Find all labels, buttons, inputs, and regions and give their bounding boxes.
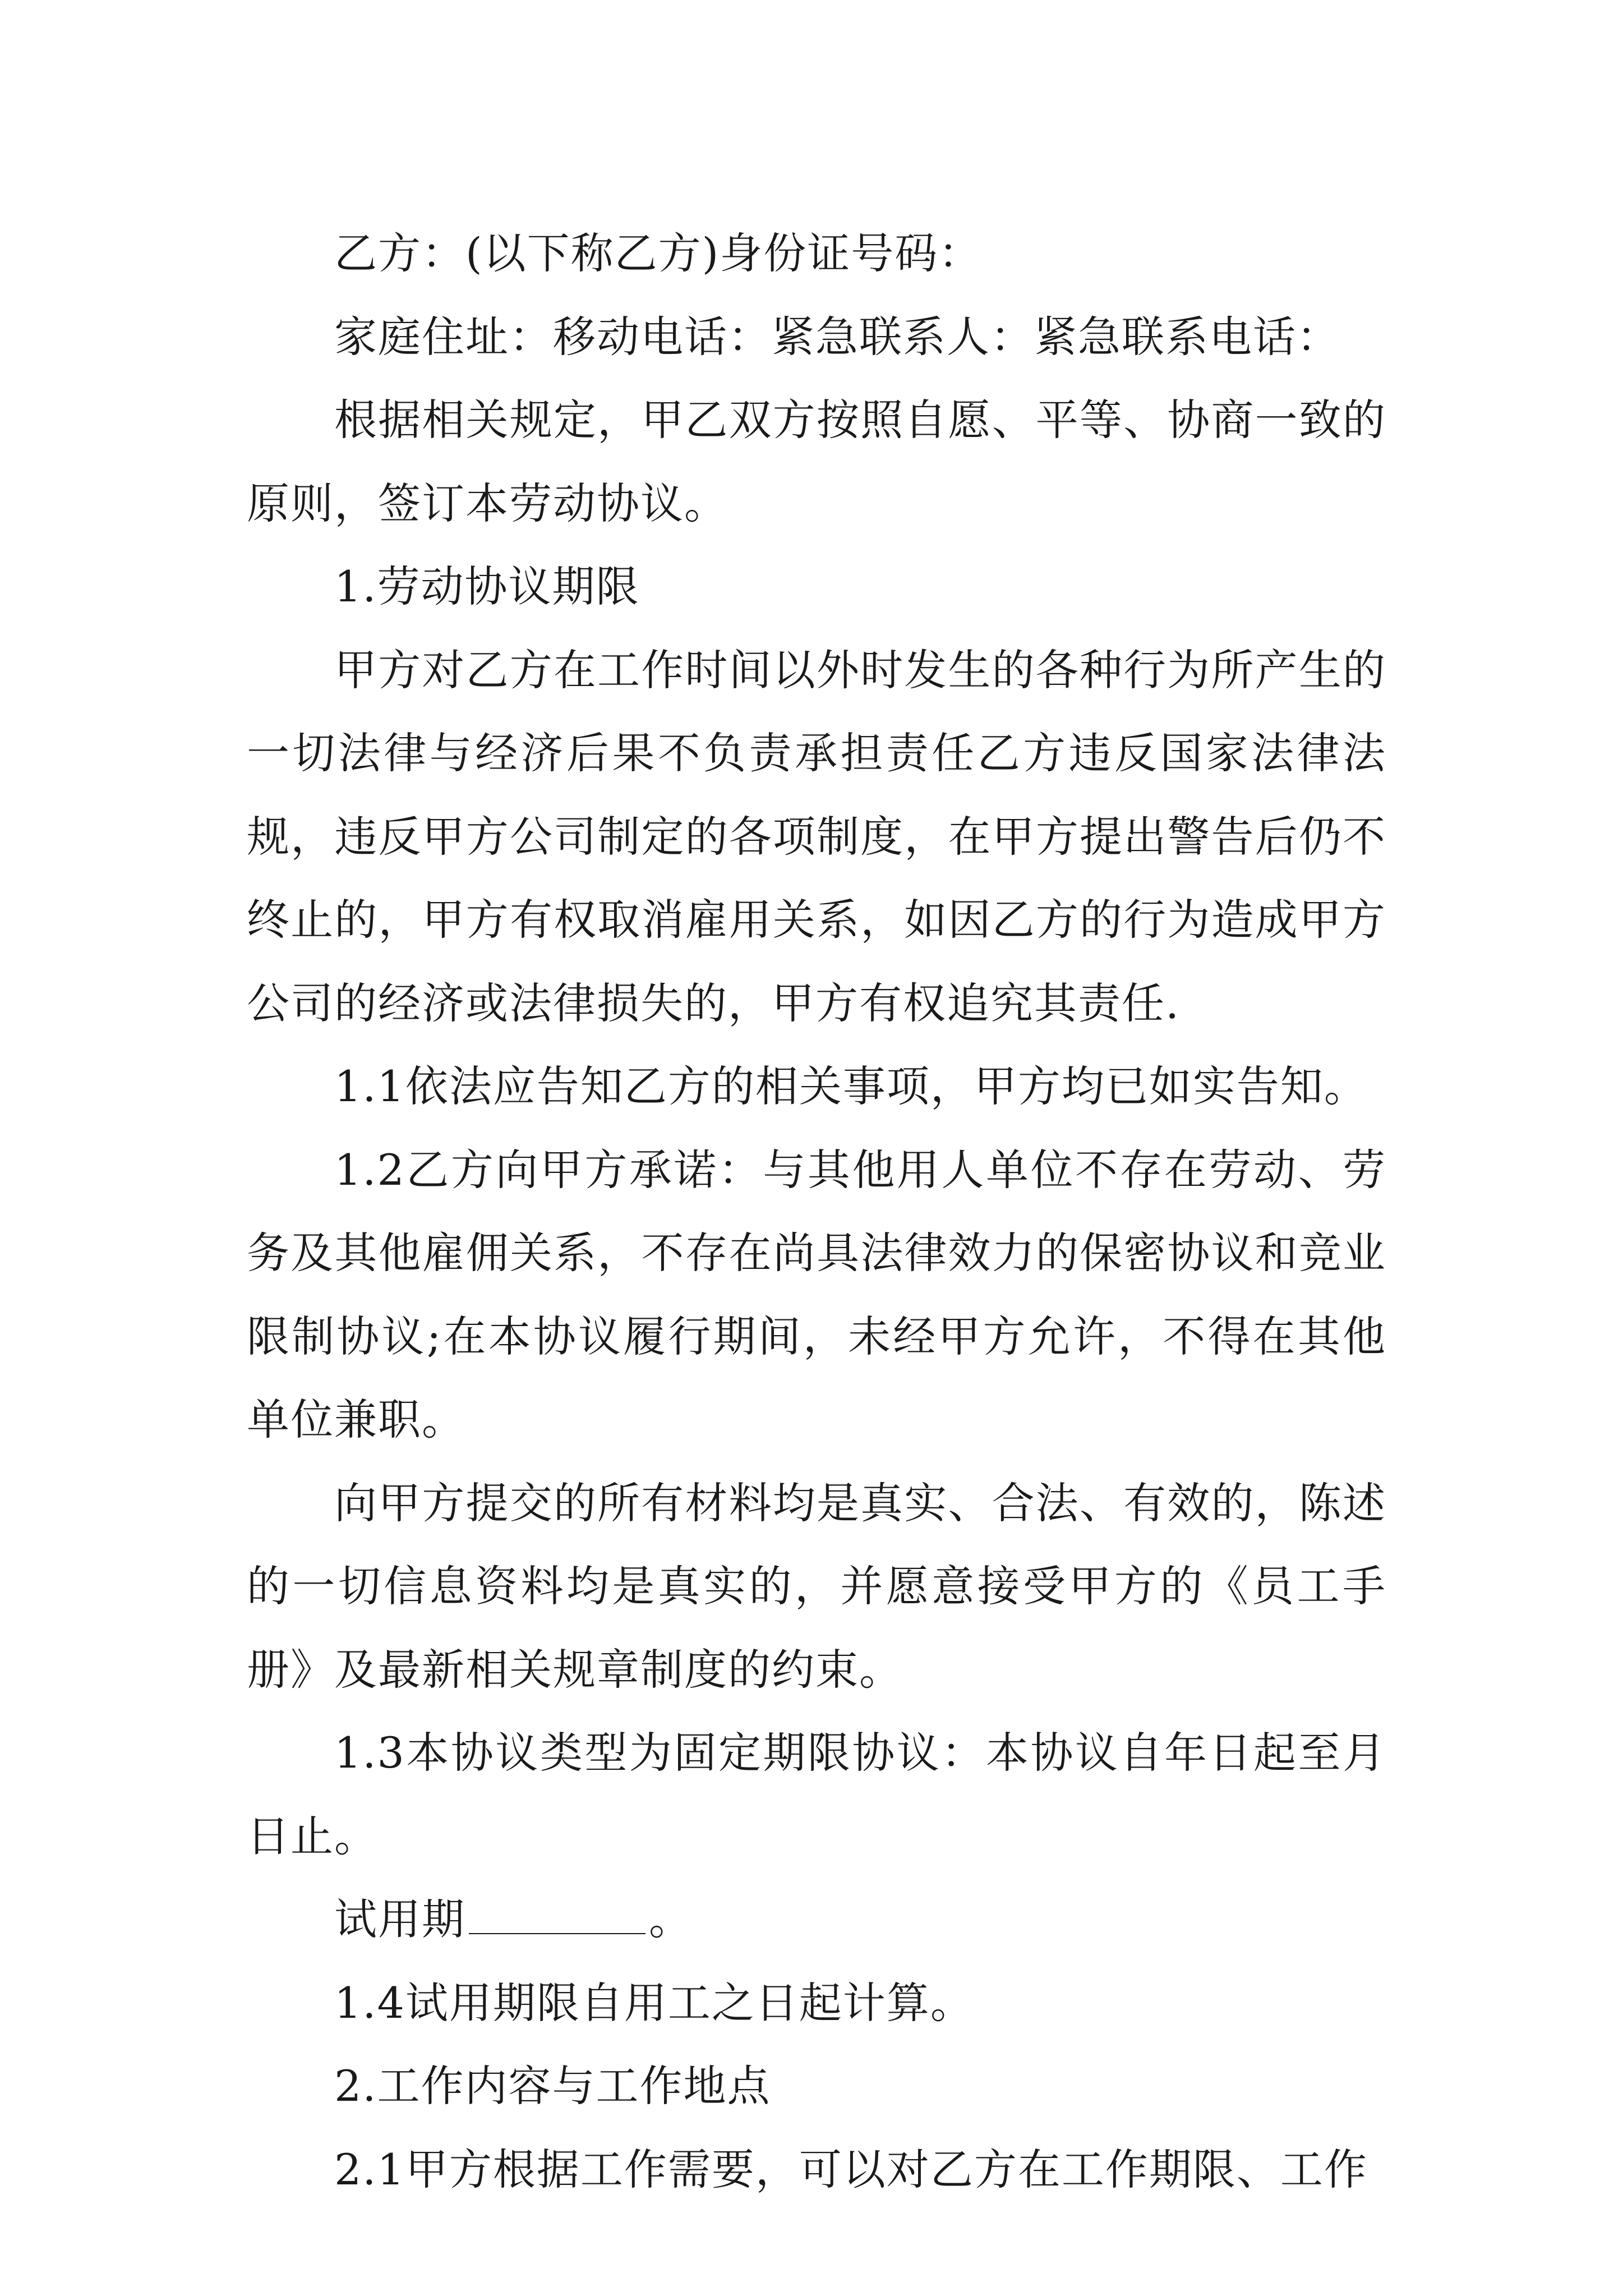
paragraph-liability: 甲方对乙方在工作时间以外时发生的各种行为所产生的一切法律与经济后果不负责承担责任乙方违反国家法律法规，违反甲方公司制定的各项制度，在甲方提出警告后仍不终止的，甲方有权取消雇用关系，如因乙方的行为造成甲方公司的经济或法律损失的，甲方有权追究其责任. xyxy=(247,645,1386,1028)
heading-contract-term: 1.劳动协议期限 xyxy=(334,562,640,611)
clause-1-1: 1.1依法应告知乙方的相关事项，甲方均已如实告知。 xyxy=(334,1061,1368,1111)
probation-end-mark: 。 xyxy=(649,1894,693,1944)
probation-blank-line xyxy=(469,1933,645,1934)
paragraph-probation xyxy=(247,1878,1386,1962)
clause-1-3: 1.3本协议类型为固定期限协议：本协议自年日起至月日止。 xyxy=(247,1728,1386,1861)
clause-2-1: 2.1甲方根据工作需要，可以对乙方在工作期限、工作 xyxy=(334,2144,1368,2194)
clause-1-4: 1.4试用期限自用工之日起计算。 xyxy=(334,1977,974,2028)
probation-label: 试用期 xyxy=(334,1894,465,1944)
document-body xyxy=(247,212,1386,2211)
paragraph-principle: 根据相关规定，甲乙双方按照自愿、平等、协商一致的原则，签订本劳动协议。 xyxy=(247,395,1386,528)
heading-work-content: 2.工作内容与工作地点 xyxy=(334,2061,771,2111)
paragraph-contact-info: 家庭住址：移动电话：紧急联系人：紧急联系电话： xyxy=(334,311,1340,362)
clause-1-2: 1.2乙方向甲方承诺：与其他用人单位不存在劳动、劳务及其他雇佣关系，不存在尚具法律效力的保密协议和竞业限制协议;在本协议履行期间，未经甲方允许，不得在其他单位兼职。 xyxy=(247,1144,1386,1444)
paragraph-party-b: 乙方：(以下称乙方)身份证号码： xyxy=(334,228,983,278)
paragraph-materials: 向甲方提交的所有材料均是真实、合法、有效的，陈述的一切信息资料均是真实的，并愿意接受甲方的《员工手册》及最新相关规章制度的约束。 xyxy=(247,1478,1386,1695)
